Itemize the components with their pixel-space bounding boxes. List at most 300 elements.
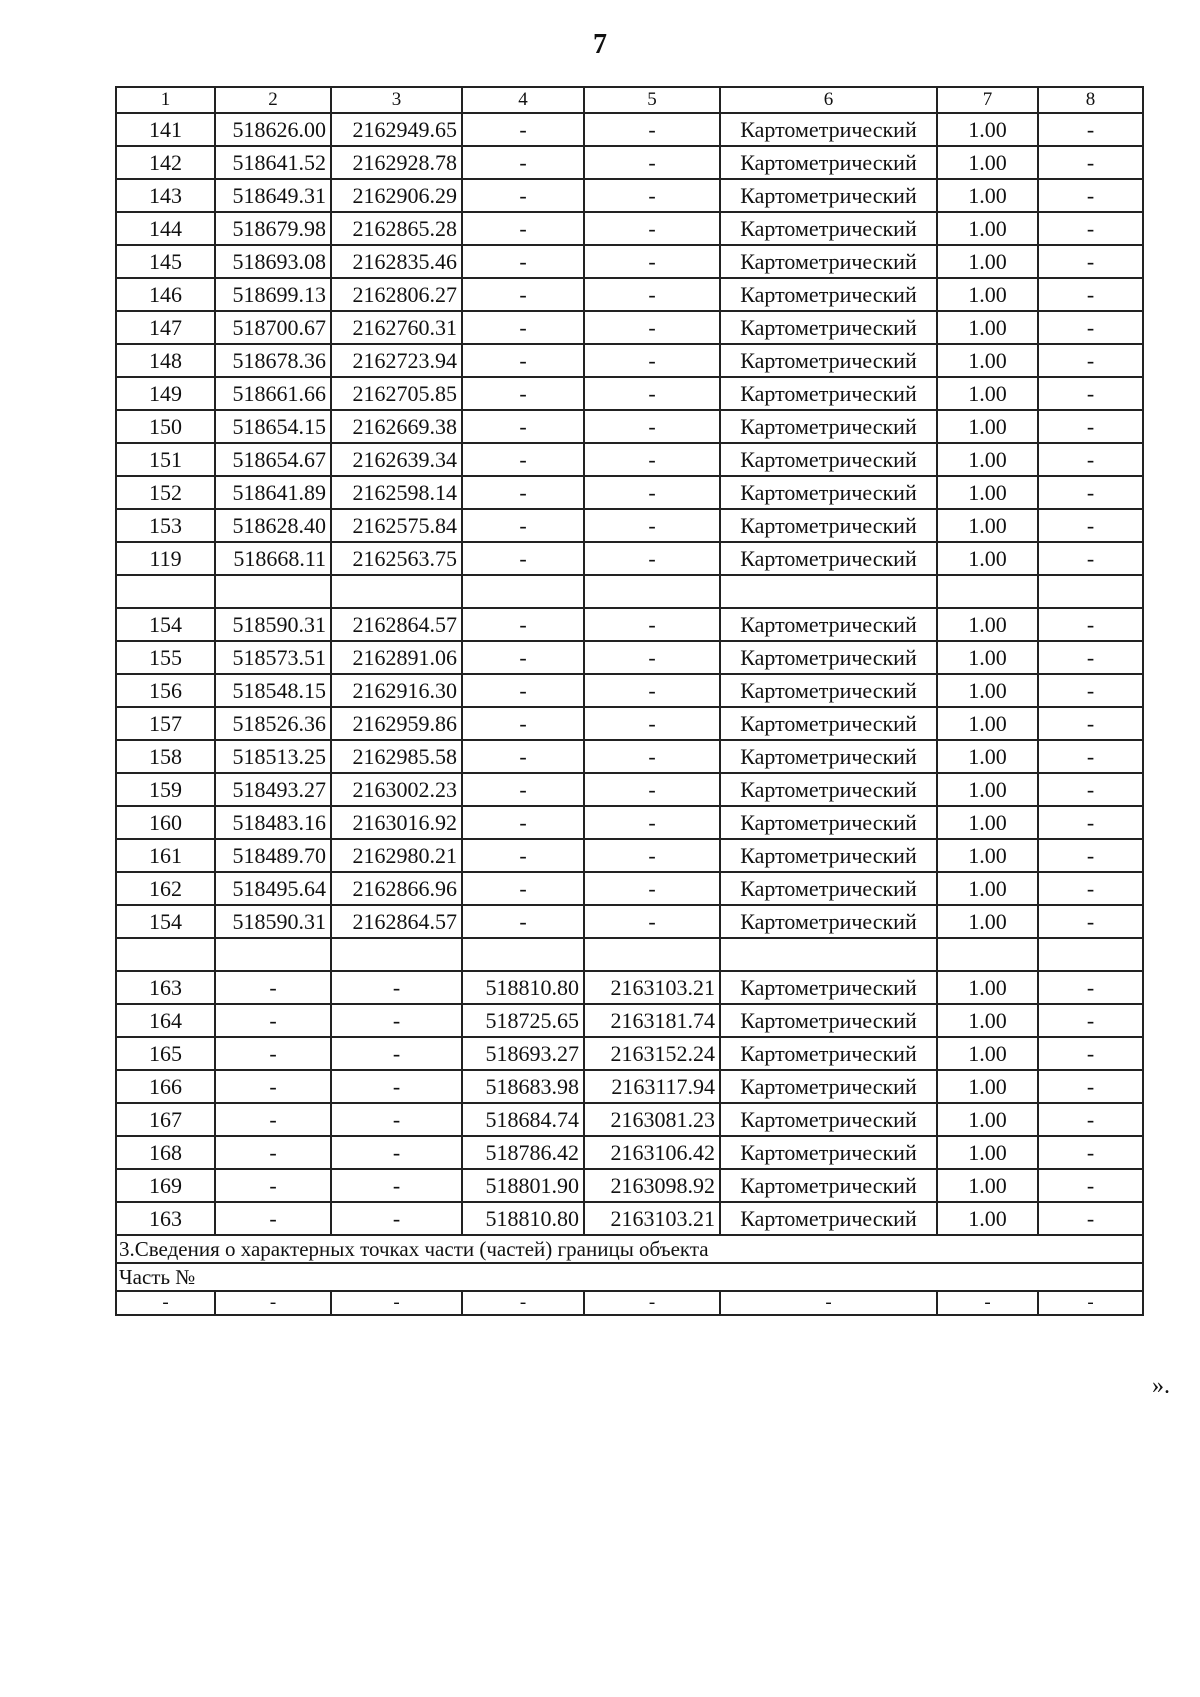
table-cell: - [1038,1291,1143,1315]
table-row [116,542,1143,575]
table-cell: - [1038,1103,1143,1136]
table-cell: 2163152.24 [584,1037,720,1070]
table-cell: - [1038,410,1143,443]
table-cell: - [1038,707,1143,740]
table-cell: - [462,641,584,674]
table-cell: - [584,707,720,740]
table-cell: 518493.27 [215,773,331,806]
table-cell [584,575,720,608]
table-cell: - [1038,377,1143,410]
table-cell: 1.00 [937,1103,1038,1136]
table-cell: - [584,773,720,806]
table-row [116,938,1143,971]
table-cell: - [584,179,720,212]
table-cell: - [462,278,584,311]
table-cell: 518590.31 [215,608,331,641]
table-cell: - [462,608,584,641]
table-cell: - [584,113,720,146]
empty-part-row [116,1291,1143,1315]
table-row [116,410,1143,443]
table-cell: 518573.51 [215,641,331,674]
table-cell: - [1038,146,1143,179]
table-cell: 145 [116,245,215,278]
table-cell: 518801.90 [462,1169,584,1202]
table-cell: 154 [116,905,215,938]
table-cell: - [215,1136,331,1169]
table-cell: - [584,1291,720,1315]
table-cell: 2162669.38 [331,410,462,443]
table-cell: 169 [116,1169,215,1202]
table-cell: 2162835.46 [331,245,462,278]
table-cell: 2162959.86 [331,707,462,740]
table-cell: 159 [116,773,215,806]
table-cell: - [462,443,584,476]
table-cell: - [331,1169,462,1202]
table-cell: - [1038,1136,1143,1169]
table-cell: 518548.15 [215,674,331,707]
table-cell: Картометрический [720,542,937,575]
table-cell: 518810.80 [462,971,584,1004]
table-cell: 1.00 [937,773,1038,806]
table-cell: - [331,1103,462,1136]
table-cell: Картометрический [720,872,937,905]
table-cell: 518693.27 [462,1037,584,1070]
table-row [116,740,1143,773]
table-cell: 518483.16 [215,806,331,839]
table-cell: 141 [116,113,215,146]
table-cell: 518628.40 [215,509,331,542]
table-row [116,839,1143,872]
column-header: 6 [720,87,937,113]
table-cell: - [584,872,720,905]
table-cell: 518810.80 [462,1202,584,1235]
table-cell: - [331,971,462,1004]
table-cell: - [1038,872,1143,905]
table-cell: - [1038,443,1143,476]
table-cell: - [215,1004,331,1037]
table-cell: - [584,839,720,872]
table-cell: - [462,476,584,509]
table-cell: 1.00 [937,674,1038,707]
table-row [116,1169,1143,1202]
part-label-row [116,1263,1143,1291]
table-cell: Картометрический [720,608,937,641]
table-cell [215,938,331,971]
table-cell: - [462,707,584,740]
table-cell: - [584,212,720,245]
table-cell: 1.00 [937,443,1038,476]
table-cell: - [462,806,584,839]
table-cell: Картометрический [720,476,937,509]
table-cell: 1.00 [937,146,1038,179]
table-cell: - [1038,311,1143,344]
table-row [116,608,1143,641]
table-cell: - [462,839,584,872]
table-cell: - [462,872,584,905]
table-cell: 1.00 [937,278,1038,311]
table-cell: 1.00 [937,1136,1038,1169]
table-cell: - [1038,344,1143,377]
table-cell: - [462,113,584,146]
table-cell: 518668.11 [215,542,331,575]
table-cell [331,575,462,608]
table-cell: - [584,146,720,179]
table-cell: Картометрический [720,740,937,773]
table-cell: 2163181.74 [584,1004,720,1037]
table-cell: - [462,509,584,542]
table-cell: 119 [116,542,215,575]
table-cell: - [584,608,720,641]
table-cell: 1.00 [937,542,1038,575]
table-cell: Картометрический [720,905,937,938]
table-cell: 1.00 [937,113,1038,146]
table-row [116,443,1143,476]
table-cell: 2163081.23 [584,1103,720,1136]
table-cell: - [584,542,720,575]
table-cell: 518654.67 [215,443,331,476]
table-cell: 518526.36 [215,707,331,740]
table-cell: - [1038,542,1143,575]
table-cell: 1.00 [937,641,1038,674]
table-cell: - [331,1291,462,1315]
table-cell: 518626.00 [215,113,331,146]
table-cell: 2163106.42 [584,1136,720,1169]
table-cell: 518641.52 [215,146,331,179]
table-cell: 518654.15 [215,410,331,443]
table-cell: - [1038,179,1143,212]
table-cell: 518489.70 [215,839,331,872]
table-cell: 142 [116,146,215,179]
table-cell: 2162639.34 [331,443,462,476]
table-row [116,1070,1143,1103]
table-cell: - [584,344,720,377]
table-row [116,113,1143,146]
table-cell: - [1038,1004,1143,1037]
table-cell: - [1038,278,1143,311]
table-cell: 1.00 [937,608,1038,641]
table-cell [937,575,1038,608]
table-cell [937,938,1038,971]
table-cell: 1.00 [937,212,1038,245]
table-cell: 161 [116,839,215,872]
table-cell: - [584,443,720,476]
table-cell: 168 [116,1136,215,1169]
table-row [116,476,1143,509]
table-cell: - [1038,212,1143,245]
table-cell: - [215,1037,331,1070]
table-cell: - [1038,839,1143,872]
coordinates-table [115,86,1144,1316]
table-cell: 518786.42 [462,1136,584,1169]
table-cell: - [331,1136,462,1169]
table-cell: - [215,1103,331,1136]
table-cell: 518641.89 [215,476,331,509]
table-cell: - [1038,476,1143,509]
table-cell: - [584,806,720,839]
page-number: 7 [593,29,607,60]
table-cell [1038,938,1143,971]
table-row [116,1103,1143,1136]
table-cell: 518725.65 [462,1004,584,1037]
column-header: 8 [1038,87,1143,113]
table-cell: 518684.74 [462,1103,584,1136]
table-cell: Картометрический [720,1136,937,1169]
table-cell: Картометрический [720,641,937,674]
table-cell: 2162906.29 [331,179,462,212]
table-cell: Картометрический [720,113,937,146]
table-cell: 1.00 [937,1004,1038,1037]
table-cell: 518495.64 [215,872,331,905]
table-cell: - [215,1202,331,1235]
table-cell: - [462,410,584,443]
table-cell: - [1038,509,1143,542]
table-cell: - [584,245,720,278]
table-cell: 155 [116,641,215,674]
table-cell: 518590.31 [215,905,331,938]
table-row [116,872,1143,905]
column-header: 4 [462,87,584,113]
table-cell: 2163103.21 [584,971,720,1004]
table-cell: - [1038,740,1143,773]
table-cell: 2163103.21 [584,1202,720,1235]
table-cell: 1.00 [937,476,1038,509]
table-cell: 163 [116,971,215,1004]
table-cell: 2163098.92 [584,1169,720,1202]
table-cell: - [584,740,720,773]
table-cell: 1.00 [937,872,1038,905]
table-cell: 2162891.06 [331,641,462,674]
table-cell: 2162916.30 [331,674,462,707]
table-cell [116,938,215,971]
table-row [116,377,1143,410]
table-cell: - [462,311,584,344]
table-cell: 2162864.57 [331,608,462,641]
table-row [116,806,1143,839]
table-cell: - [331,1202,462,1235]
table-cell: - [584,377,720,410]
table-cell: Картометрический [720,212,937,245]
table-cell: Картометрический [720,674,937,707]
table-cell: 1.00 [937,245,1038,278]
table-cell [1038,575,1143,608]
table-cell: 2163002.23 [331,773,462,806]
table-cell: - [1038,1202,1143,1235]
table-cell: - [1038,245,1143,278]
table-cell: 154 [116,608,215,641]
table-row [116,212,1143,245]
table-cell: 144 [116,212,215,245]
table-cell: - [1038,1037,1143,1070]
table-row [116,1202,1143,1235]
table-row [116,707,1143,740]
table-cell: Картометрический [720,311,937,344]
table-cell: - [584,476,720,509]
table-cell: 152 [116,476,215,509]
table-cell: 2162928.78 [331,146,462,179]
table-row [116,179,1143,212]
table-cell: Картометрический [720,1004,937,1037]
table-cell: 1.00 [937,1202,1038,1235]
table-cell: - [462,773,584,806]
closing-quote-mark: ». [1152,1373,1170,1399]
table-cell: Картометрический [720,806,937,839]
table-cell: Картометрический [720,1169,937,1202]
table-cell: 2163016.92 [331,806,462,839]
table-cell: 1.00 [937,1070,1038,1103]
table-row [116,773,1143,806]
table-cell [584,938,720,971]
table-cell: 518678.36 [215,344,331,377]
table-cell: 1.00 [937,806,1038,839]
table-cell: 2162985.58 [331,740,462,773]
table-cell: 1.00 [937,1169,1038,1202]
table-cell: 1.00 [937,1037,1038,1070]
table-cell: 163 [116,1202,215,1235]
table-cell: Картометрический [720,707,937,740]
table-cell: - [1038,806,1143,839]
table-cell: 151 [116,443,215,476]
table-cell: - [1038,773,1143,806]
table-cell: 1.00 [937,344,1038,377]
table-cell: - [462,245,584,278]
table-cell [462,938,584,971]
table-cell: 1.00 [937,377,1038,410]
table-cell: 2162723.94 [331,344,462,377]
part-label: Часть № [116,1263,1143,1291]
table-row [116,1037,1143,1070]
table-cell: 157 [116,707,215,740]
table-cell: 164 [116,1004,215,1037]
table-cell: - [462,542,584,575]
table-row [116,278,1143,311]
table-cell: - [331,1037,462,1070]
table-cell: - [116,1291,215,1315]
table-cell: - [215,1291,331,1315]
table-cell: - [1038,113,1143,146]
table-row [116,905,1143,938]
section-title: 3.Сведения о характерных точках части (частей) границы объекта [116,1235,1143,1263]
table-row [116,344,1143,377]
table-body [116,87,1143,1315]
table-row [116,575,1143,608]
table-row [116,311,1143,344]
table-cell: 1.00 [937,179,1038,212]
table-row [116,641,1143,674]
table-cell: - [584,311,720,344]
table-cell: - [584,278,720,311]
table-cell: 2162760.31 [331,311,462,344]
table-cell: - [1038,905,1143,938]
table-cell: - [937,1291,1038,1315]
table-cell: - [720,1291,937,1315]
table-cell: - [584,410,720,443]
table-cell: 518661.66 [215,377,331,410]
table-cell: 518683.98 [462,1070,584,1103]
table-cell: 146 [116,278,215,311]
table-cell: Картометрический [720,443,937,476]
table-cell: 2162575.84 [331,509,462,542]
table-cell: Картометрический [720,377,937,410]
table-cell: - [462,674,584,707]
column-header: 5 [584,87,720,113]
table-cell: - [1038,641,1143,674]
table-cell: 2162806.27 [331,278,462,311]
table-cell [331,938,462,971]
table-cell: 2162866.96 [331,872,462,905]
table-header-row [116,87,1143,113]
table-cell: 156 [116,674,215,707]
column-header: 3 [331,87,462,113]
table-cell: 2162949.65 [331,113,462,146]
table-cell: - [215,971,331,1004]
table-cell: 1.00 [937,410,1038,443]
table-cell: 1.00 [937,740,1038,773]
table-cell: - [462,179,584,212]
table-cell: 2162598.14 [331,476,462,509]
table-cell: Картометрический [720,971,937,1004]
table-cell: Картометрический [720,410,937,443]
table-cell [720,938,937,971]
table-cell: Картометрический [720,1103,937,1136]
table-cell: 2162864.57 [331,905,462,938]
table-cell: Картометрический [720,1070,937,1103]
table-cell: - [462,344,584,377]
table-cell: 518679.98 [215,212,331,245]
table-cell: 167 [116,1103,215,1136]
table-cell: 158 [116,740,215,773]
table-row [116,971,1143,1004]
table-cell: Картометрический [720,344,937,377]
column-header: 1 [116,87,215,113]
table-cell: - [462,146,584,179]
column-header: 2 [215,87,331,113]
table-cell: 160 [116,806,215,839]
table-cell: - [331,1004,462,1037]
table-cell: 147 [116,311,215,344]
table-cell: - [462,1291,584,1315]
table-cell: - [584,674,720,707]
table-cell [462,575,584,608]
table-cell: - [584,641,720,674]
table-cell: Картометрический [720,1202,937,1235]
table-row [116,1004,1143,1037]
table-cell: 166 [116,1070,215,1103]
table-cell: 518700.67 [215,311,331,344]
table-cell [215,575,331,608]
table-cell: 1.00 [937,509,1038,542]
table-cell: 518693.08 [215,245,331,278]
table-cell: - [462,212,584,245]
table-cell: 2162980.21 [331,839,462,872]
table-row [116,1136,1143,1169]
table-cell: - [1038,608,1143,641]
column-header: 7 [937,87,1038,113]
table-cell: 518699.13 [215,278,331,311]
table-cell: - [215,1169,331,1202]
table-cell: - [1038,971,1143,1004]
table-row [116,509,1143,542]
table-cell: 143 [116,179,215,212]
table-cell [720,575,937,608]
table-cell: 162 [116,872,215,905]
table-cell: 1.00 [937,707,1038,740]
table-row [116,245,1143,278]
table-cell: 518513.25 [215,740,331,773]
table-cell: Картометрический [720,245,937,278]
table-cell: Картометрический [720,179,937,212]
table-cell: 150 [116,410,215,443]
table-cell [116,575,215,608]
